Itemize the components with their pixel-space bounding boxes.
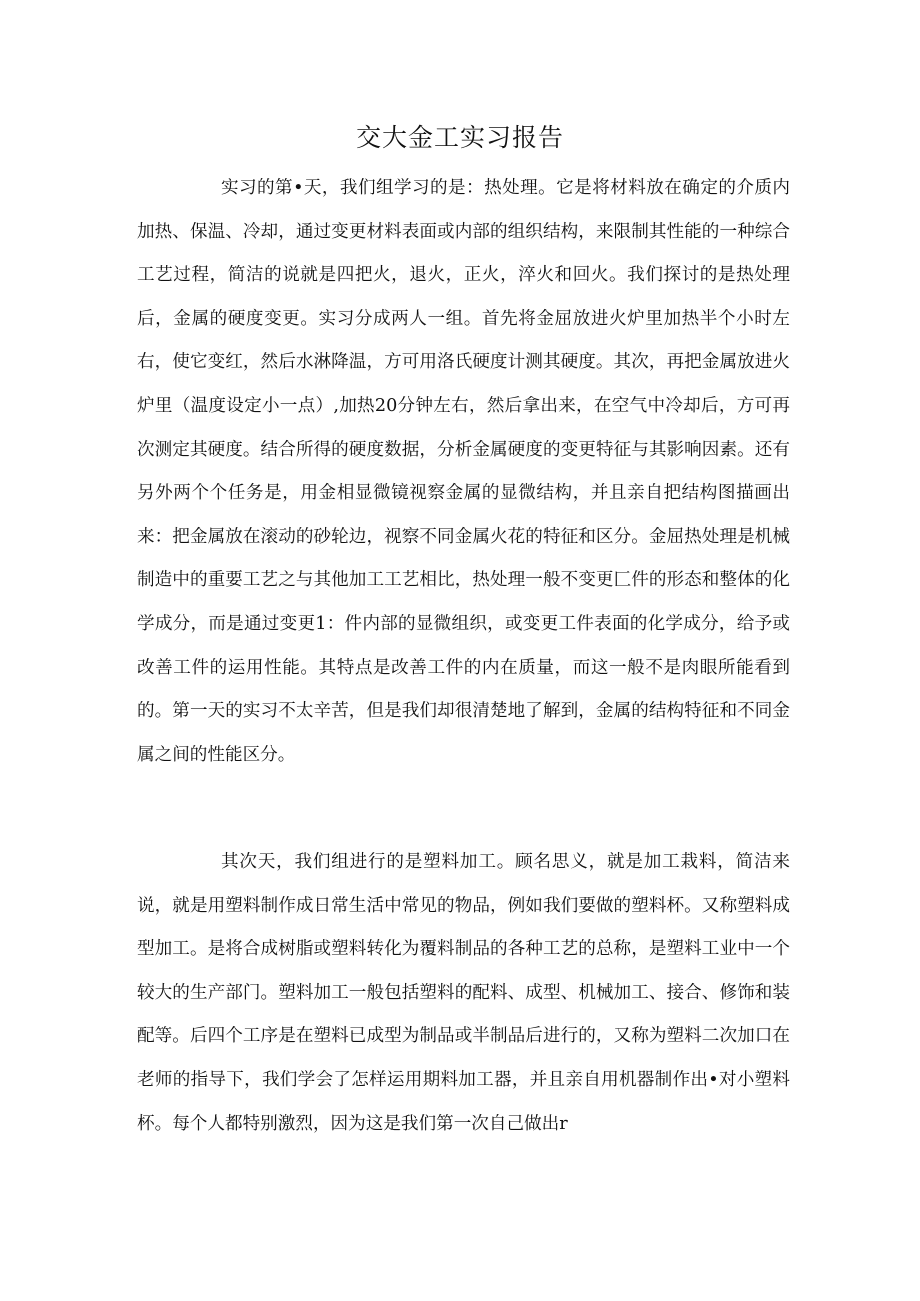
paragraph-day-one-heat-treatment: 实习的第•天，我们组学习的是：热处理。它是将材料放在确定的介质内加热、保温、冷却，通过变更材料表面或内部的组织结构，来限制其性能的一种综合工艺过程，简洁的说就是四把火，退火，正火，淬火和回火。我们探讨的是热处理后，金属的硬度变更。实习分成两人一组。首先将金屈放进火炉里加热半个小时左右，使它变红，然后水淋降温，方可用洛氏硬度计测其硬度。其次，再把金属放进火炉里（温度设定小一点）,加热20分钟左右，然后拿出来，在空气中冷却后，方可再次测定其硬度。结合所得的硬度数据，分析金属硬度的变更特征与其影响因素。还有另外两个个任务是，用金相显微镜视察金属的显微结构，并且亲自把结构图描画出来：把金属放在滚动的砂轮边，视察不同金属火花的特征和区分。金屈热处理是机械制造中的重要工艺之与其他加工工艺相比，热处理一般不变更匚件的形态和整体的化学成分，而是通过变更1：件内部的显微组织，或变更工件表面的化学成分，给予或改善工件的运用性能。其特点是改善工件的内在质量，而这一般不是肉眼所能看到的。第一天的实习不太辛苦，但是我们却很清楚地了解到，金属的结构特征和不同金属之间的性能区分。 — [137, 178, 790, 765]
paragraph-day-two-plastic-processing: 其次天，我们组进行的是塑料加工。顾名思义，就是加工栽料，简洁来说，就是用塑料制作成日常生活中常见的物品，例如我们要做的塑料杯。又称塑料成型加工。是将合成树脂或塑料转化为覆料制品的各种工艺的总称，是塑料工业中一个较大的生产部门。塑料加工一般包括塑料的配料、成型、机械加工、接合、修饰和装配等。后四个工序是在塑料已成型为制品或半制品后进行的，又称为塑料二次加口在老师的指导下，我们学会了怎样运用期料加工器，并且亲自用机器制作出•对小塑料杯。每个人都特别激烈，因为这是我们第一次自己做出r — [137, 852, 790, 1134]
document-title: 交大金工实习报告 — [355, 123, 564, 152]
